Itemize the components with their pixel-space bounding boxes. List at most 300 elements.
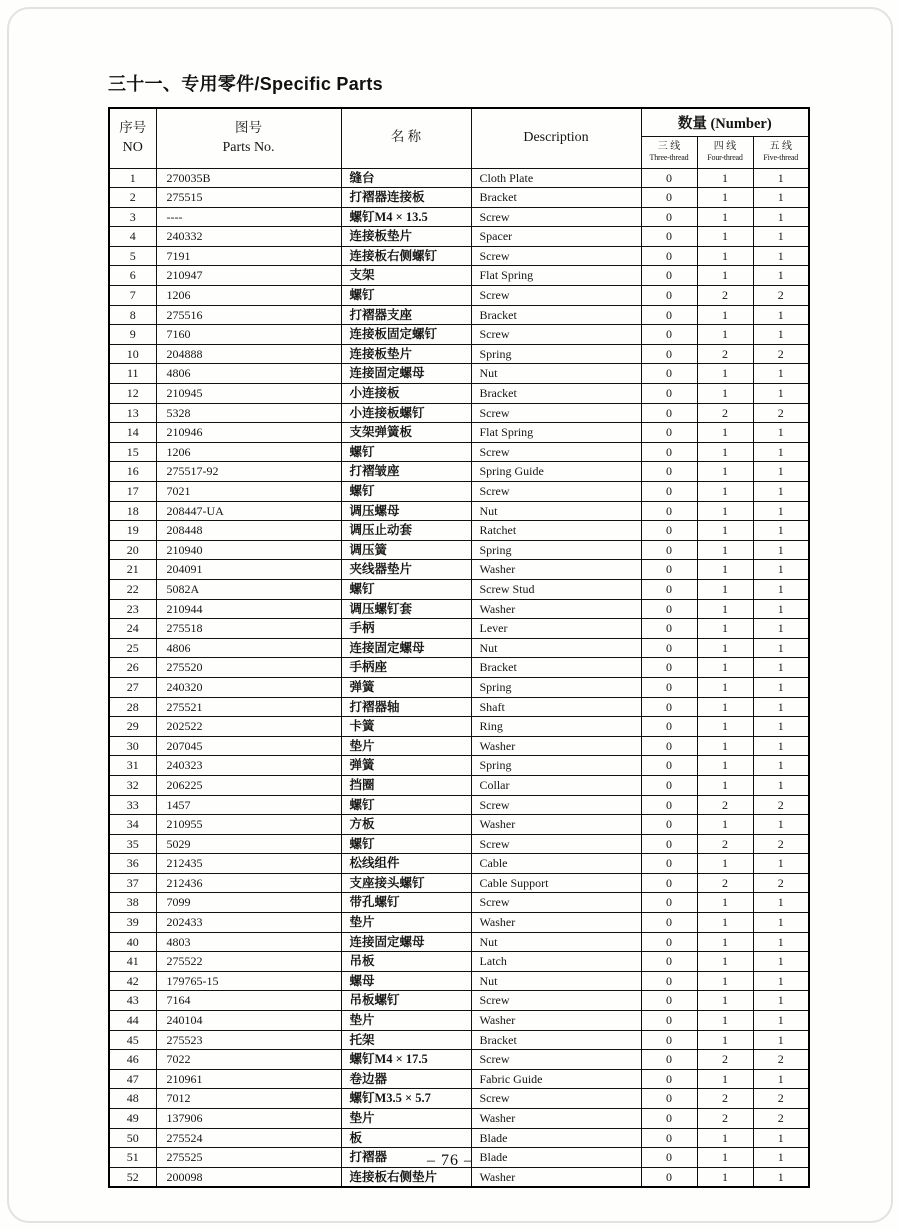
table-row <box>109 207 809 227</box>
row-description: Ratchet <box>471 521 641 541</box>
row-parts-no: 240320 <box>156 677 341 697</box>
header-three-thread-en: Three-thread <box>649 153 689 163</box>
header-no-en: NO <box>122 139 143 155</box>
row-parts-no: 240323 <box>156 756 341 776</box>
row-qty-four-thread: 1 <box>697 1128 753 1148</box>
row-description: Bracket <box>471 1030 641 1050</box>
row-parts-no: 1457 <box>156 795 341 815</box>
header-three-thread <box>641 136 697 168</box>
row-no: 48 <box>109 1089 156 1109</box>
row-no: 10 <box>109 344 156 364</box>
row-qty-four-thread: 1 <box>697 619 753 639</box>
table-row <box>109 227 809 247</box>
row-description: Spring <box>471 540 641 560</box>
row-no: 36 <box>109 854 156 874</box>
row-description: Blade <box>471 1128 641 1148</box>
header-five-thread-zh: 五 线 <box>769 140 792 152</box>
row-qty-three-thread: 0 <box>641 188 697 208</box>
row-part-name: 吊板 <box>341 952 471 972</box>
row-parts-no: 1206 <box>156 442 341 462</box>
table-row <box>109 677 809 697</box>
row-qty-five-thread: 1 <box>753 971 809 991</box>
row-qty-four-thread: 1 <box>697 168 753 188</box>
row-qty-five-thread: 1 <box>753 442 809 462</box>
row-description: Lever <box>471 619 641 639</box>
row-qty-three-thread: 0 <box>641 560 697 580</box>
row-parts-no: 270035B <box>156 168 341 188</box>
row-qty-four-thread: 2 <box>697 795 753 815</box>
row-qty-four-thread: 1 <box>697 893 753 913</box>
table-row <box>109 560 809 580</box>
row-parts-no: 275517-92 <box>156 462 341 482</box>
row-description: Screw <box>471 991 641 1011</box>
row-no: 52 <box>109 1167 156 1187</box>
row-qty-three-thread: 0 <box>641 579 697 599</box>
row-part-name: 螺钉M3.5 × 5.7 <box>341 1089 471 1109</box>
row-parts-no: 179765-15 <box>156 971 341 991</box>
row-part-name: 连接固定螺母 <box>341 932 471 952</box>
row-part-name: 连接板垫片 <box>341 344 471 364</box>
table-row <box>109 834 809 854</box>
row-qty-five-thread: 1 <box>753 266 809 286</box>
table-row <box>109 579 809 599</box>
row-qty-four-thread: 1 <box>697 1167 753 1187</box>
row-parts-no: 4806 <box>156 638 341 658</box>
row-no: 4 <box>109 227 156 247</box>
table-row <box>109 638 809 658</box>
row-no: 6 <box>109 266 156 286</box>
row-qty-four-thread: 2 <box>697 873 753 893</box>
row-description: Washer <box>471 599 641 619</box>
row-qty-four-thread: 1 <box>697 658 753 678</box>
row-description: Cable <box>471 854 641 874</box>
table-row <box>109 462 809 482</box>
row-description: Washer <box>471 1167 641 1187</box>
row-qty-four-thread: 1 <box>697 854 753 874</box>
row-qty-four-thread: 2 <box>697 1089 753 1109</box>
table-row <box>109 795 809 815</box>
row-qty-five-thread: 1 <box>753 188 809 208</box>
row-qty-four-thread: 1 <box>697 697 753 717</box>
row-no: 22 <box>109 579 156 599</box>
row-qty-three-thread: 0 <box>641 1128 697 1148</box>
row-qty-five-thread: 1 <box>753 991 809 1011</box>
header-name-zh: 名 称 <box>390 129 422 145</box>
row-description: Washer <box>471 736 641 756</box>
row-qty-four-thread: 1 <box>697 815 753 835</box>
row-part-name: 螺母 <box>341 971 471 991</box>
table-row <box>109 717 809 737</box>
row-parts-no: 207045 <box>156 736 341 756</box>
row-qty-four-thread: 1 <box>697 775 753 795</box>
row-parts-no: 7022 <box>156 1050 341 1070</box>
row-qty-three-thread: 0 <box>641 540 697 560</box>
row-part-name: 支座接头螺钉 <box>341 873 471 893</box>
row-part-name: 吊板螺钉 <box>341 991 471 1011</box>
table-row <box>109 697 809 717</box>
header-parts-no <box>156 108 341 168</box>
row-qty-five-thread: 1 <box>753 579 809 599</box>
row-no: 27 <box>109 677 156 697</box>
row-parts-no: 275518 <box>156 619 341 639</box>
row-qty-four-thread: 1 <box>697 227 753 247</box>
table-header <box>109 108 809 168</box>
row-description: Washer <box>471 560 641 580</box>
row-qty-three-thread: 0 <box>641 658 697 678</box>
row-part-name: 垫片 <box>341 1011 471 1031</box>
row-description: Flat Spring <box>471 266 641 286</box>
row-qty-five-thread: 1 <box>753 1030 809 1050</box>
row-qty-five-thread: 1 <box>753 462 809 482</box>
row-qty-five-thread: 1 <box>753 207 809 227</box>
row-no: 8 <box>109 305 156 325</box>
row-qty-three-thread: 0 <box>641 1050 697 1070</box>
row-description: Screw <box>471 834 641 854</box>
table-row <box>109 246 809 266</box>
table-row <box>109 932 809 952</box>
row-qty-five-thread: 1 <box>753 717 809 737</box>
row-parts-no: 210945 <box>156 384 341 404</box>
row-description: Ring <box>471 717 641 737</box>
row-description: Collar <box>471 775 641 795</box>
header-five-thread <box>753 136 809 168</box>
row-no: 7 <box>109 286 156 306</box>
row-description: Screw <box>471 207 641 227</box>
row-description: Spacer <box>471 227 641 247</box>
row-qty-three-thread: 0 <box>641 873 697 893</box>
table-row <box>109 305 809 325</box>
row-description: Nut <box>471 501 641 521</box>
table-row <box>109 1011 809 1031</box>
row-parts-no: 206225 <box>156 775 341 795</box>
row-qty-five-thread: 1 <box>753 501 809 521</box>
table-row <box>109 188 809 208</box>
row-qty-five-thread: 1 <box>753 736 809 756</box>
row-parts-no: 7021 <box>156 482 341 502</box>
table-row <box>109 482 809 502</box>
row-no: 46 <box>109 1050 156 1070</box>
row-qty-three-thread: 0 <box>641 1148 697 1168</box>
row-description: Nut <box>471 638 641 658</box>
row-part-name: 打褶器轴 <box>341 697 471 717</box>
row-description: Spring <box>471 344 641 364</box>
row-qty-four-thread: 1 <box>697 423 753 443</box>
row-no: 9 <box>109 325 156 345</box>
row-parts-no: 275523 <box>156 1030 341 1050</box>
row-qty-three-thread: 0 <box>641 932 697 952</box>
table-row <box>109 619 809 639</box>
row-no: 26 <box>109 658 156 678</box>
row-part-name: 弹簧 <box>341 677 471 697</box>
row-part-name: 螺钉 <box>341 795 471 815</box>
row-parts-no: 210946 <box>156 423 341 443</box>
row-qty-five-thread: 1 <box>753 246 809 266</box>
row-parts-no: 7099 <box>156 893 341 913</box>
row-no: 25 <box>109 638 156 658</box>
row-no: 35 <box>109 834 156 854</box>
row-no: 14 <box>109 423 156 443</box>
row-qty-three-thread: 0 <box>641 168 697 188</box>
row-qty-four-thread: 1 <box>697 952 753 972</box>
row-description: Bracket <box>471 188 641 208</box>
row-part-name: 小连接板螺钉 <box>341 403 471 423</box>
table-row <box>109 364 809 384</box>
row-no: 39 <box>109 913 156 933</box>
row-qty-four-thread: 2 <box>697 834 753 854</box>
row-parts-no: 204091 <box>156 560 341 580</box>
row-qty-four-thread: 1 <box>697 991 753 1011</box>
row-no: 16 <box>109 462 156 482</box>
row-qty-five-thread: 2 <box>753 1050 809 1070</box>
row-part-name: 打褶器连接板 <box>341 188 471 208</box>
table-row <box>109 1030 809 1050</box>
row-qty-four-thread: 1 <box>697 677 753 697</box>
row-qty-five-thread: 1 <box>753 599 809 619</box>
row-parts-no: 5082A <box>156 579 341 599</box>
row-qty-four-thread: 1 <box>697 462 753 482</box>
header-no-zh: 序号 <box>119 119 147 135</box>
row-description: Shaft <box>471 697 641 717</box>
row-no: 21 <box>109 560 156 580</box>
row-qty-three-thread: 0 <box>641 952 697 972</box>
row-part-name: 螺钉M4 × 17.5 <box>341 1050 471 1070</box>
row-parts-no: 7160 <box>156 325 341 345</box>
row-part-name: 手柄 <box>341 619 471 639</box>
row-qty-three-thread: 0 <box>641 619 697 639</box>
row-qty-five-thread: 1 <box>753 638 809 658</box>
row-no: 28 <box>109 697 156 717</box>
table-row <box>109 736 809 756</box>
row-parts-no: 275522 <box>156 952 341 972</box>
row-qty-five-thread: 1 <box>753 913 809 933</box>
row-no: 29 <box>109 717 156 737</box>
table-row <box>109 815 809 835</box>
row-qty-three-thread: 0 <box>641 677 697 697</box>
row-description: Spring <box>471 756 641 776</box>
row-qty-five-thread: 2 <box>753 286 809 306</box>
row-parts-no: 210955 <box>156 815 341 835</box>
row-parts-no: 7012 <box>156 1089 341 1109</box>
row-part-name: 连接板垫片 <box>341 227 471 247</box>
row-qty-five-thread: 2 <box>753 1089 809 1109</box>
row-description: Screw <box>471 442 641 462</box>
row-qty-five-thread: 1 <box>753 364 809 384</box>
row-qty-five-thread: 1 <box>753 1128 809 1148</box>
table-row <box>109 599 809 619</box>
row-description: Bracket <box>471 658 641 678</box>
row-qty-four-thread: 1 <box>697 1148 753 1168</box>
row-description: Spring <box>471 677 641 697</box>
row-description: Flat Spring <box>471 423 641 443</box>
row-qty-four-thread: 1 <box>697 305 753 325</box>
row-qty-three-thread: 0 <box>641 1167 697 1187</box>
row-qty-five-thread: 1 <box>753 893 809 913</box>
row-parts-no: 137906 <box>156 1109 341 1129</box>
row-qty-five-thread: 2 <box>753 344 809 364</box>
page-number: – 76 – <box>427 1152 473 1169</box>
row-qty-three-thread: 0 <box>641 854 697 874</box>
row-part-name: 螺钉M4 × 13.5 <box>341 207 471 227</box>
row-qty-four-thread: 1 <box>697 638 753 658</box>
header-no <box>109 108 156 168</box>
row-qty-four-thread: 1 <box>697 246 753 266</box>
row-part-name: 托架 <box>341 1030 471 1050</box>
row-qty-three-thread: 0 <box>641 325 697 345</box>
row-qty-three-thread: 0 <box>641 775 697 795</box>
row-qty-three-thread: 0 <box>641 1089 697 1109</box>
row-qty-three-thread: 0 <box>641 207 697 227</box>
row-no: 18 <box>109 501 156 521</box>
row-parts-no: 202522 <box>156 717 341 737</box>
header-four-thread-en: Four-thread <box>707 153 743 163</box>
header-three-thread-zh: 三 线 <box>657 140 681 152</box>
table-row <box>109 168 809 188</box>
row-description: Washer <box>471 815 641 835</box>
row-parts-no: 210961 <box>156 1069 341 1089</box>
row-no: 38 <box>109 893 156 913</box>
row-parts-no: 208448 <box>156 521 341 541</box>
row-qty-four-thread: 2 <box>697 403 753 423</box>
row-qty-four-thread: 1 <box>697 482 753 502</box>
row-parts-no: 275524 <box>156 1128 341 1148</box>
table-row <box>109 971 809 991</box>
row-part-name: 手柄座 <box>341 658 471 678</box>
row-qty-four-thread: 2 <box>697 344 753 364</box>
row-description: Screw <box>471 893 641 913</box>
row-qty-three-thread: 0 <box>641 442 697 462</box>
row-qty-three-thread: 0 <box>641 305 697 325</box>
table-row <box>109 344 809 364</box>
row-description: Washer <box>471 913 641 933</box>
row-part-name: 带孔螺钉 <box>341 893 471 913</box>
row-qty-four-thread: 1 <box>697 560 753 580</box>
row-part-name: 卡簧 <box>341 717 471 737</box>
row-description: Cable Support <box>471 873 641 893</box>
row-description: Bracket <box>471 305 641 325</box>
row-no: 43 <box>109 991 156 1011</box>
row-parts-no: 5328 <box>156 403 341 423</box>
header-description: Description <box>471 108 641 168</box>
row-part-name: 连接板右侧螺钉 <box>341 246 471 266</box>
row-description: Screw <box>471 482 641 502</box>
row-no: 1 <box>109 168 156 188</box>
row-no: 50 <box>109 1128 156 1148</box>
table-row <box>109 1089 809 1109</box>
row-part-name: 调压止动套 <box>341 521 471 541</box>
row-description: Cloth Plate <box>471 168 641 188</box>
row-qty-five-thread: 2 <box>753 834 809 854</box>
table-row <box>109 854 809 874</box>
row-qty-three-thread: 0 <box>641 599 697 619</box>
row-qty-three-thread: 0 <box>641 1030 697 1050</box>
row-qty-five-thread: 2 <box>753 403 809 423</box>
row-parts-no: 4803 <box>156 932 341 952</box>
row-qty-four-thread: 1 <box>697 501 753 521</box>
row-qty-five-thread: 1 <box>753 658 809 678</box>
row-qty-three-thread: 0 <box>641 717 697 737</box>
row-qty-five-thread: 1 <box>753 227 809 247</box>
row-no: 5 <box>109 246 156 266</box>
row-no: 51 <box>109 1148 156 1168</box>
row-qty-five-thread: 1 <box>753 521 809 541</box>
row-qty-four-thread: 1 <box>697 521 753 541</box>
row-qty-five-thread: 1 <box>753 952 809 972</box>
row-parts-no: 204888 <box>156 344 341 364</box>
row-parts-no: 212436 <box>156 873 341 893</box>
row-qty-three-thread: 0 <box>641 991 697 1011</box>
row-no: 42 <box>109 971 156 991</box>
row-parts-no: 5029 <box>156 834 341 854</box>
row-qty-four-thread: 1 <box>697 442 753 462</box>
row-qty-three-thread: 0 <box>641 1109 697 1129</box>
row-qty-five-thread: 2 <box>753 1109 809 1129</box>
row-no: 40 <box>109 932 156 952</box>
row-qty-four-thread: 1 <box>697 579 753 599</box>
row-parts-no: 7164 <box>156 991 341 1011</box>
row-parts-no: 200098 <box>156 1167 341 1187</box>
header-parts-en: Parts No. <box>222 139 275 155</box>
row-qty-four-thread: 1 <box>697 736 753 756</box>
row-no: 45 <box>109 1030 156 1050</box>
row-qty-five-thread: 1 <box>753 854 809 874</box>
header-parts-zh: 图号 <box>235 119 262 135</box>
row-parts-no: 275525 <box>156 1148 341 1168</box>
row-part-name: 螺钉 <box>341 286 471 306</box>
row-no: 2 <box>109 188 156 208</box>
row-qty-five-thread: 1 <box>753 305 809 325</box>
row-parts-no: 212435 <box>156 854 341 874</box>
row-qty-three-thread: 0 <box>641 364 697 384</box>
row-no: 41 <box>109 952 156 972</box>
row-part-name: 松线组件 <box>341 854 471 874</box>
row-part-name: 连接固定螺母 <box>341 638 471 658</box>
row-qty-five-thread: 1 <box>753 168 809 188</box>
row-qty-four-thread: 1 <box>697 913 753 933</box>
row-description: Screw <box>471 795 641 815</box>
row-no: 47 <box>109 1069 156 1089</box>
row-parts-no: 240332 <box>156 227 341 247</box>
row-qty-five-thread: 1 <box>753 1167 809 1187</box>
row-qty-three-thread: 0 <box>641 266 697 286</box>
row-qty-five-thread: 1 <box>753 775 809 795</box>
row-parts-no: ---- <box>156 207 341 227</box>
row-no: 17 <box>109 482 156 502</box>
row-part-name: 垫片 <box>341 1109 471 1129</box>
row-no: 34 <box>109 815 156 835</box>
row-no: 31 <box>109 756 156 776</box>
row-qty-four-thread: 1 <box>697 325 753 345</box>
table-row <box>109 403 809 423</box>
row-qty-three-thread: 0 <box>641 246 697 266</box>
table-row <box>109 775 809 795</box>
row-qty-five-thread: 1 <box>753 619 809 639</box>
row-part-name: 夹线器垫片 <box>341 560 471 580</box>
row-qty-four-thread: 1 <box>697 756 753 776</box>
row-no: 12 <box>109 384 156 404</box>
table-row <box>109 991 809 1011</box>
row-no: 30 <box>109 736 156 756</box>
row-part-name: 垫片 <box>341 736 471 756</box>
row-qty-three-thread: 0 <box>641 482 697 502</box>
row-qty-five-thread: 1 <box>753 815 809 835</box>
row-no: 15 <box>109 442 156 462</box>
row-description: Latch <box>471 952 641 972</box>
table-row <box>109 913 809 933</box>
row-no: 32 <box>109 775 156 795</box>
table-row <box>109 266 809 286</box>
row-no: 24 <box>109 619 156 639</box>
row-qty-three-thread: 0 <box>641 913 697 933</box>
